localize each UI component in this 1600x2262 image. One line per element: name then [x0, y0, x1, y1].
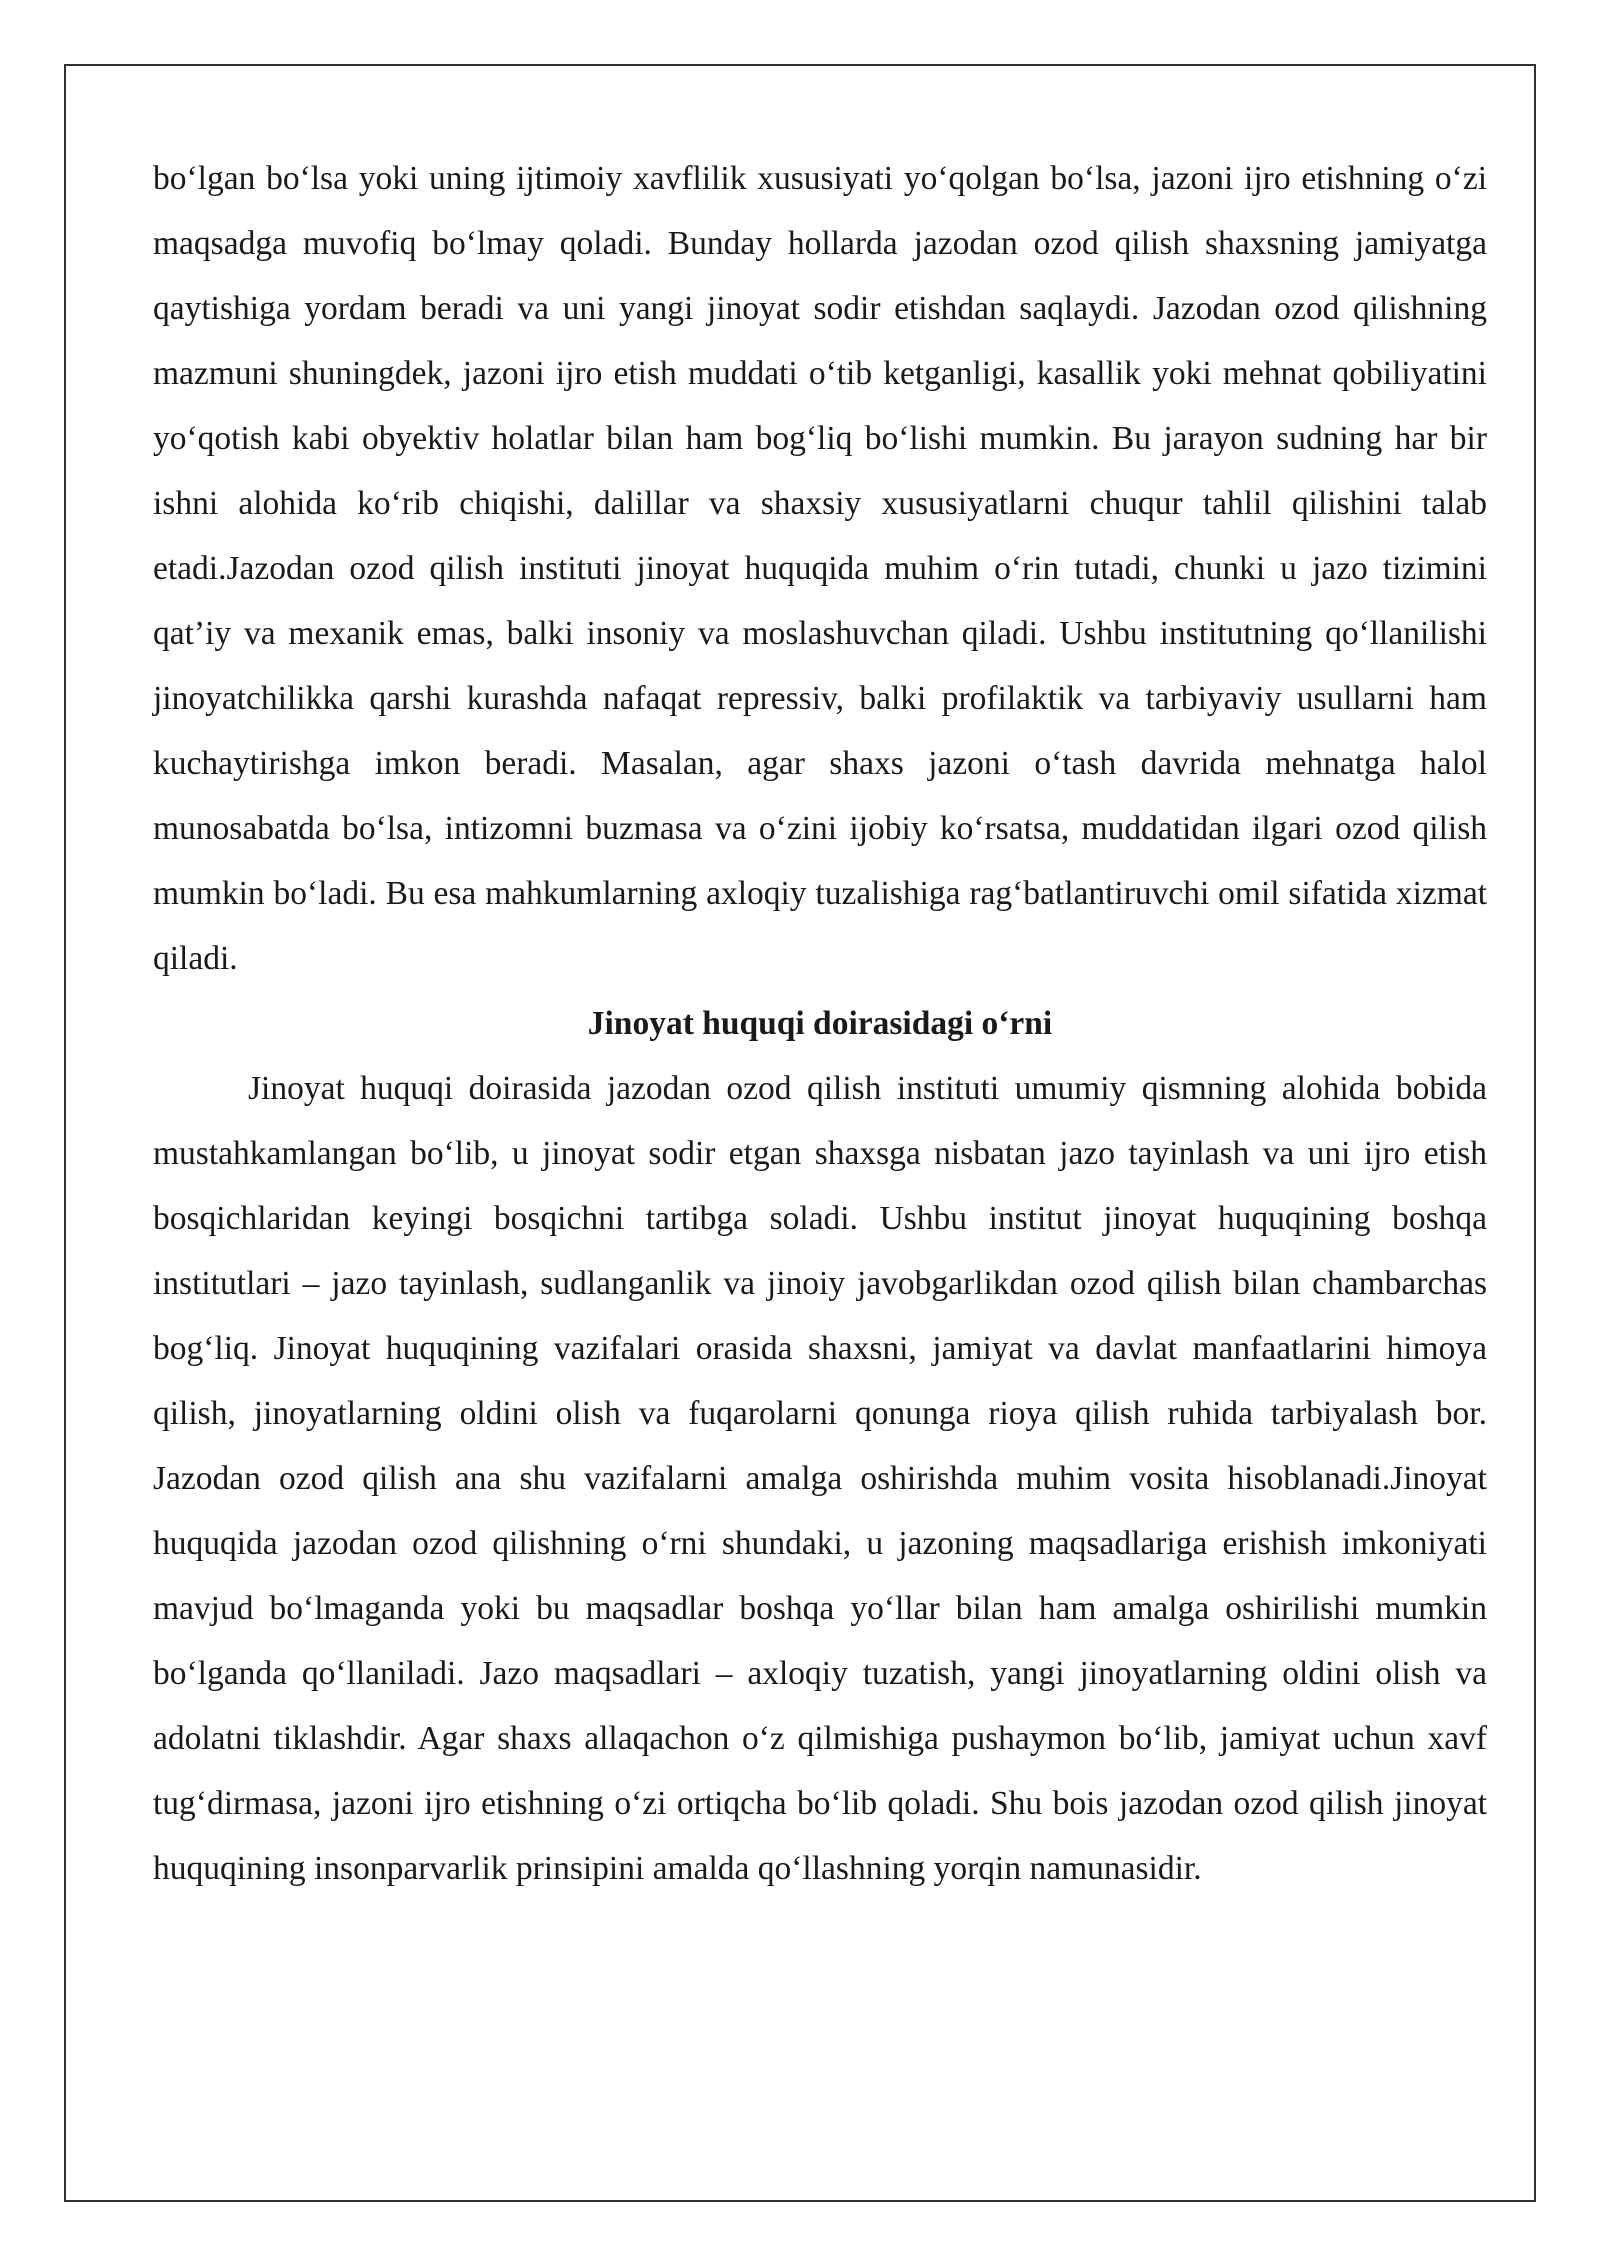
section-heading: Jinoyat huquqi doirasidagi o‘rni — [587, 1005, 1053, 1042]
document-body — [153, 146, 1487, 1901]
paragraph: Jinoyat huquqi doirasida jazodan ozod qilish instituti umumiy qismning alohida bobida mustahkamlangan bo‘lib, u jinoyat sodir etgan shaxsga nisbatan jazo tayinlash va uni ijro etish bosqichlaridan keyingi bosqichni tartibga soladi. Ushbu institut jinoyat huquqining boshqa institutlari – jazo tayinlash, sudlanganlik va jinoiy javobgarlikdan ozod qilish bilan chambarchas bog‘liq. Jinoyat huquqining vazifalari orasida shaxsni, jamiyat va davlat manfaatlarini himoya qilish, jinoyatlarning oldini olish va fuqarolarni qonunga rioya qilish ruhida tarbiyalash bor. Jazodan ozod qilish ana shu vazifalarni amalga oshirishda muhim vosita hisoblanadi.Jinoyat huquqida jazodan ozod qilishning o‘rni shundaki, u jazoning maqsadlariga erishish imkoniyati mavjud bo‘lmaganda yoki bu maqsadlar boshqa yo‘llar bilan ham amalga oshirilishi mumkin bo‘lganda qo‘llaniladi. Jazo maqsadlari – axloqiy tuzatish, yangi jinoyatlarning oldini olish va adolatni tiklashdir. Agar shaxs allaqachon o‘z qilmishiga pushaymon bo‘lib, jamiyat uchun xavf tug‘dirmasa, jazoni ijro etishning o‘zi ortiqcha bo‘lib qoladi. Shu bois jazodan ozod qilish jinoyat huquqining insonparvarlik prinsipini amalda qo‘llashning yorqin namunasidir. — [153, 1070, 1487, 1887]
paragraph: bo‘lgan bo‘lsa yoki uning ijtimoiy xavflilik xususiyati yo‘qolgan bo‘lsa, jazoni ijro etishning o‘zi maqsadga muvofiq bo‘lmay qoladi. Bunday hollarda jazodan ozod qilish shaxsning jamiyatga qaytishiga yordam beradi va uni yangi jinoyat sodir etishdan saqlaydi. Jazodan ozod qilishning mazmuni shuningdek, jazoni ijro etish muddati o‘tib ketganligi, kasallik yoki mehnat qobiliyatini yo‘qotish kabi obyektiv holatlar bilan ham bog‘liq bo‘lishi mumkin. Bu jarayon sudning har bir ishni alohida ko‘rib chiqishi, dalillar va shaxsiy xususiyatlarni chuqur tahlil qilishini talab etadi.Jazodan ozod qilish instituti jinoyat huquqida muhim o‘rin tutadi, chunki u jazo tizimini qat’iy va mexanik emas, balki insoniy va moslashuvchan qiladi. Ushbu institutning qo‘llanilishi jinoyatchilikka qarshi kurashda nafaqat repressiv, balki profilaktik va tarbiyaviy usullarni ham kuchaytirishga imkon beradi. Masalan, agar shaxs jazoni o‘tash davrida mehnatga halol munosabatda bo‘lsa, intizomni buzmasa va o‘zini ijobiy ko‘rsatsa, muddatidan ilgari ozod qilish mumkin bo‘ladi. Bu esa mahkumlarning axloqiy tuzalishiga rag‘batlantiruvchi omil sifatida xizmat qiladi. — [153, 160, 1487, 977]
